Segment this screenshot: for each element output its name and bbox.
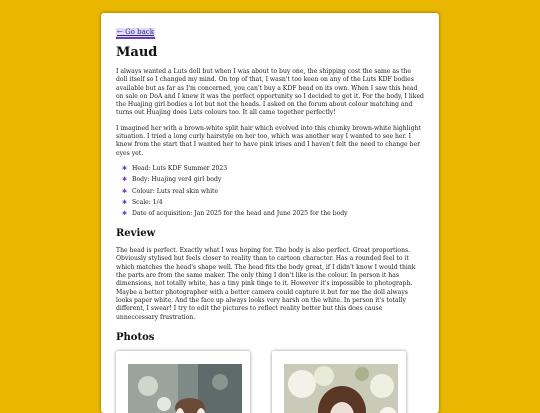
review-text: The head is perfect. Exactly what I was hoping for. The body is also perfect. Great proportions. Obviously stylised but feels closer to reality than to cartoon character. Has a rounded feel to it which matches the head's shape well. The head fits the body great, if I didn't know I would think the parts are from the same maker. The only thing I don't like is the colour. In person it has dimensions, not totally white, has a tiny pink tinge to it. However it's impossible to photograph. Maybe a better photographer with a better camera could capture it but for me the doll always looks paper white. And the face up always looks very harsh on the white. In person it's totally different, I swear! I try to edit the pictures to reflect reality better but this does cause unneccessary frustration. <box>116 247 424 322</box>
go-back-link[interactable]: ← Go back <box>116 28 155 39</box>
photos-heading: Photos <box>116 332 424 344</box>
details-list <box>116 165 424 218</box>
doll-photo-2[interactable] <box>284 364 398 413</box>
star-bullet-icon: ✱ <box>122 199 127 207</box>
intro-paragraph-2: I imagined her with a brown-white split hair which evolved into this chunky brown-white highlight situation. I tried a long curly hairstyle on her too, which was another way I wanted to see her. I knew from the start that I wanted her to have pink irises and I haven't felt the need to change her eyes yet. <box>116 125 424 158</box>
star-bullet-icon: ✱ <box>122 165 127 173</box>
list-item: ✱ Scale: 1/4 <box>132 199 424 207</box>
doll-photo-1[interactable] <box>128 364 242 413</box>
photo-card-2[interactable] <box>272 351 406 413</box>
article <box>116 19 424 413</box>
review-heading: Review <box>116 228 424 240</box>
intro-paragraph-1: I always wanted a Luts doll but when I was about to buy one, the shipping cost the same as the doll itself so I changed my mind. On top of that, I wasn't too keen on any of the Luts KDF bodies available but as far as I'm concerned, you can't buy a KDF head on its own. When I saw this head on sale on DoA and I knew it was the perfect opportunity so I decided to get it. For the body, I liked the Huajing girl bodies a lot but not the heads. I asked on the forum about colour matching and turns out Huajing does Luts colours too. It all came together perfectly! <box>116 68 424 118</box>
page-title: Maud <box>116 45 424 60</box>
photo-card-1[interactable] <box>116 351 250 413</box>
star-bullet-icon: ✱ <box>122 176 127 184</box>
list-item: ✱ Colour: Luts real skin white <box>132 188 424 196</box>
list-item: ✱ Date of acquisition: Jan 2025 for the head and June 2025 for the body <box>132 210 424 218</box>
photo-gallery <box>116 351 424 413</box>
star-bullet-icon: ✱ <box>122 210 127 218</box>
content-card <box>101 13 439 413</box>
star-bullet-icon: ✱ <box>122 188 127 196</box>
list-item: ✱ Head: Luts KDF Summer 2023 <box>132 165 424 173</box>
list-item: ✱ Body: Huajing ver4 girl body <box>132 176 424 184</box>
